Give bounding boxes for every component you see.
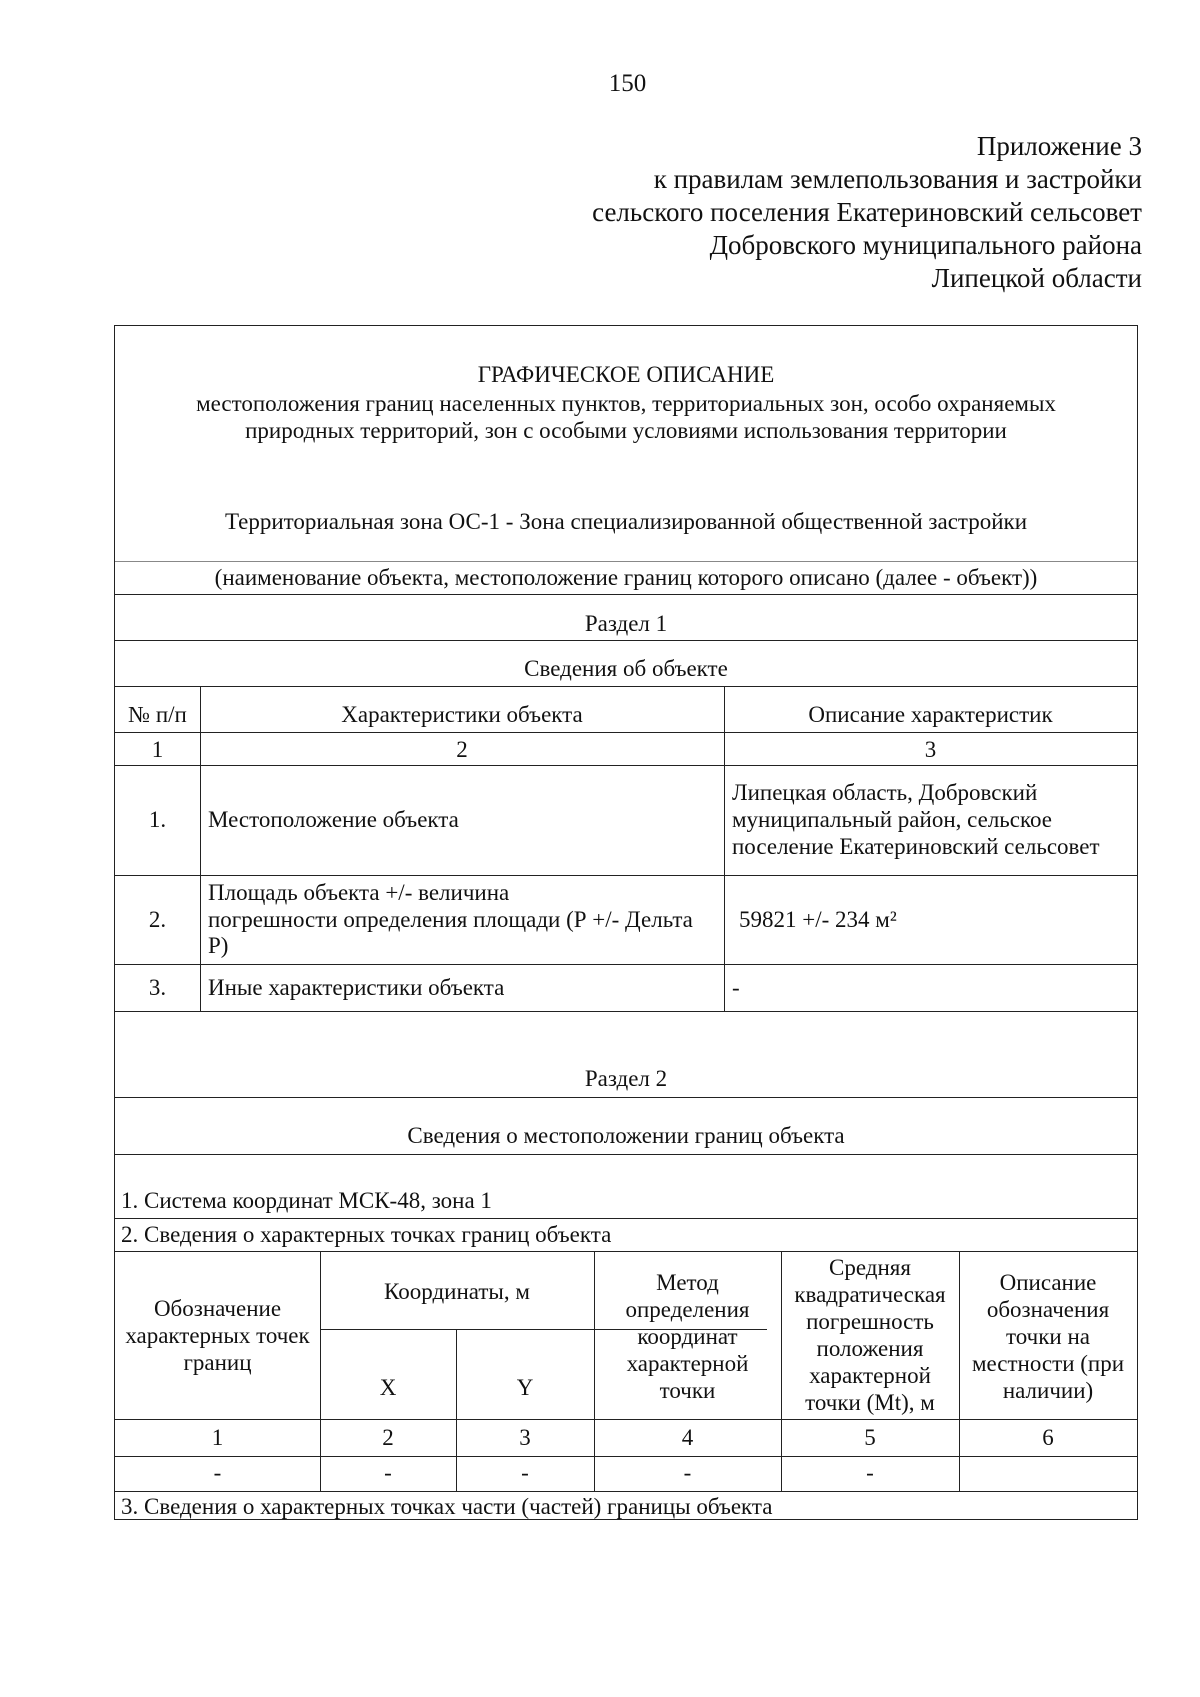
parts-caption: 3. Сведения о характерных точках части (частей) границы объекта	[121, 1494, 773, 1519]
error-header: квадратическая	[794, 1282, 946, 1307]
error-header: характерной	[809, 1363, 931, 1388]
table-cell: -	[866, 1460, 874, 1485]
column-number: 6	[1042, 1425, 1054, 1450]
description-cell: -	[732, 975, 740, 1000]
error-header: погрешность	[806, 1309, 934, 1334]
row-number: 1.	[148, 807, 167, 832]
appendix-line: Липецкой области	[931, 263, 1142, 293]
divider	[115, 561, 1137, 562]
section2-title: Раздел 2	[584, 1066, 668, 1091]
form-subtitle: местоположения границ населенных пунктов, территориальных зон, особо охраняемых	[196, 391, 1056, 416]
characteristic-cell: Иные характеристики объекта	[208, 975, 505, 1000]
table-cell: -	[521, 1460, 529, 1485]
x-header: X	[379, 1375, 397, 1400]
designation-header: Обозначение	[153, 1296, 282, 1321]
description-header: точки на	[1006, 1324, 1090, 1349]
form-title: ГРАФИЧЕСКОЕ ОПИСАНИЕ	[477, 362, 775, 387]
table-cell: -	[213, 1460, 222, 1485]
table-cell: -	[384, 1460, 392, 1485]
section2-subtitle: Сведения о местоположении границ объекта	[407, 1123, 845, 1148]
divider	[115, 1419, 1137, 1420]
column-number: 2	[382, 1425, 394, 1450]
column-header: Характеристики объекта	[341, 702, 583, 727]
characteristic-cell: Местоположение объекта	[208, 807, 459, 832]
column-header: Описание характеристик	[808, 702, 1053, 727]
points-caption: 2. Сведения о характерных точках границ объекта	[121, 1222, 612, 1247]
method-header: точки	[659, 1378, 716, 1403]
description-cell: 59821 +/- 234 м²	[739, 907, 897, 932]
divider	[115, 875, 1137, 876]
error-header: точки (Mt), м	[805, 1390, 935, 1415]
method-header: характерной	[626, 1351, 749, 1376]
object-caption: (наименование объекта, местоположение границ которого описано (далее - объект))	[214, 565, 1038, 590]
divider	[724, 686, 725, 1011]
column-number: 2	[456, 737, 468, 762]
method-header: Метод	[656, 1270, 719, 1295]
divider	[115, 1218, 1137, 1219]
row-number: 3.	[148, 975, 167, 1000]
error-header: Средняя	[829, 1255, 911, 1280]
method-header: определения	[625, 1297, 750, 1322]
divider	[115, 1251, 1137, 1252]
appendix-line: сельского поселения Екатериновский сельсовет	[592, 197, 1142, 227]
section1-title: Раздел 1	[584, 611, 668, 636]
characteristic-line: погрешности определения площади (Р +/- Дельта	[208, 907, 693, 932]
zone-name: Территориальная зона ОС-1 - Зона специализированной общественной застройки	[224, 509, 1028, 534]
error-header: положения	[816, 1336, 924, 1361]
divider	[115, 765, 1137, 766]
column-number: 4	[681, 1425, 694, 1450]
appendix-line: Добровского муниципального района	[709, 230, 1142, 260]
divider	[115, 640, 1137, 641]
description-header: обозначения	[986, 1297, 1110, 1322]
divider	[115, 1154, 1137, 1155]
description-line: муниципальный район, сельское	[732, 807, 1052, 832]
coordinates-header: Координаты, м	[384, 1279, 530, 1304]
divider	[115, 964, 1137, 965]
divider	[115, 1491, 1137, 1492]
row-number: 2.	[148, 907, 167, 932]
page-number: 150	[608, 70, 647, 97]
column-number: 1	[211, 1425, 224, 1450]
column-header: № п/п	[128, 702, 187, 727]
column-number: 3	[924, 737, 937, 762]
graphic-description-form	[114, 325, 1138, 1520]
section1-subtitle: Сведения об объекте	[524, 656, 728, 681]
description-header: Описание	[999, 1270, 1097, 1295]
column-number: 5	[864, 1425, 876, 1450]
designation-header: характерных точек	[125, 1323, 310, 1348]
form-subtitle: природных территорий, зон с особыми условиями использования территории	[245, 418, 1007, 443]
divider	[115, 1456, 1137, 1457]
description-line: Липецкая область, Добровский	[732, 780, 1038, 805]
divider	[115, 686, 1137, 687]
appendix-line: к правилам землепользования и застройки	[653, 164, 1142, 194]
description-header: наличии)	[1002, 1378, 1094, 1403]
description-line: поселение Екатериновский сельсовет	[732, 834, 1100, 859]
method-header: координат	[637, 1324, 738, 1349]
divider	[115, 1097, 1137, 1098]
divider	[115, 732, 1137, 733]
table-cell: -	[683, 1460, 692, 1485]
y-header: Y	[516, 1375, 534, 1400]
designation-header: границ	[183, 1350, 252, 1375]
coordinate-system: 1. Система координат МСК-48, зона 1	[121, 1188, 492, 1213]
column-number: 1	[151, 737, 164, 762]
appendix-header	[592, 130, 1142, 295]
divider	[115, 594, 1137, 595]
divider	[115, 1011, 1137, 1012]
characteristic-line: Площадь объекта +/- величина	[208, 880, 510, 905]
description-header: местности (при	[971, 1351, 1125, 1376]
divider	[200, 686, 201, 1011]
appendix-line: Приложение 3	[976, 131, 1142, 161]
characteristic-line: Р)	[208, 933, 229, 958]
column-number: 3	[519, 1425, 531, 1450]
